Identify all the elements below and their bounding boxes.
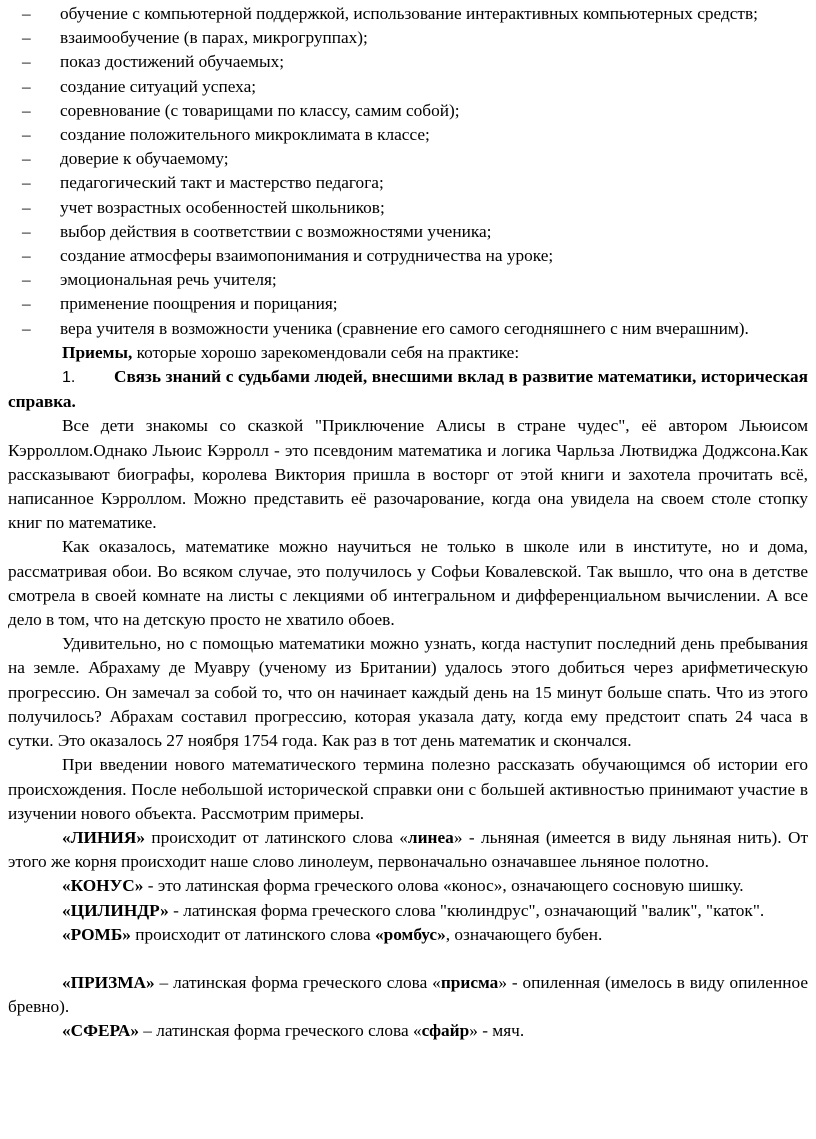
dash-marker: – [22, 246, 31, 266]
list-item: – обучение с компьютерной поддержкой, использование интерактивных компьютерных средств; [8, 2, 808, 26]
motivation-methods-list [8, 2, 808, 341]
section-number: 1. [62, 369, 76, 387]
paragraph-kovalevskaya: Как оказалось, математике можно научиться не только в школе или в институте, но и дома, рассматривая обои. Во всяком случае, это получилось у Софьи Ковалевской. Так вышло, что она в детстве смотрела в своей комнате на листы с лекциями об интегральном и дифференциальном вычислении. А все дело в том, что на детскую просто не хватило обоев. [8, 537, 808, 630]
dash-marker: – [22, 76, 31, 96]
dash-marker: – [22, 149, 31, 169]
paragraph-de-moivre: Удивительно, но с помощью математики можно узнать, когда наступит последний день пребывания на земле. Абрахаму де Муавру (ученому из Британии) удалось этого добиться через арифметическую прогрессию. Он замечал за собой то, что он начинает каждый день на 15 минут больше спать. Что из этого получилось? Абрахам составил прогрессию, которая указала дату, когда ему предстоит спать 24 часа в сутки. Это оказалось 27 ноября 1754 года. Как раз в тот день математик и скончался. [8, 634, 808, 751]
paragraph-terms-intro: При введении нового математического термина полезно рассказать обучающимся об истории его происхождения. После небольшой исторической справки они с большей активностью принимают участие в изучении нового объекта. Рассмотрим примеры. [8, 755, 808, 823]
term-tsilindr: «ЦИЛИНДР» - латинская форма греческого слова "кюлиндрус", означающий "валик", "каток". [62, 900, 765, 920]
term-liniya: «ЛИНИЯ» происходит от латинского слова «линеа» - льняная (имеется в виду льняная нить). От этого же корня происходит наше слово линолеум, первоначально означавшее льняное полотно. [8, 827, 808, 872]
blank-line [8, 947, 808, 971]
dash-marker: – [22, 270, 31, 290]
dash-marker: – [22, 173, 31, 193]
dash-marker: – [22, 28, 31, 48]
list-item: – создание атмосферы взаимопонимания и сотрудничества на уроке; [8, 244, 808, 268]
list-item: – соревнование (с товарищами по классу, самим собой); [8, 99, 808, 123]
methods-heading: Приемы, которые хорошо зарекомендовали себя на практике: [62, 342, 520, 362]
dash-marker: – [22, 4, 31, 23]
term-sfera: «СФЕРА» – латинская форма греческого слова «сфайр» - мяч. [62, 1021, 525, 1041]
list-item: – создание положительного микроклимата в классе; [8, 123, 808, 147]
dash-marker: – [22, 294, 31, 314]
dash-marker: – [22, 221, 31, 241]
list-item: – доверие к обучаемому; [8, 147, 808, 171]
list-item: – показ достижений обучаемых; [8, 50, 808, 74]
dash-marker: – [22, 52, 31, 72]
term-konus: «КОНУС» - это латинская форма греческого олова «конос», означающего сосновую шишку. [62, 876, 744, 896]
dash-marker: – [22, 197, 31, 217]
list-item: – выбор действия в соответствии с возможностями ученика; [8, 220, 808, 244]
list-item: – создание ситуаций успеха; [8, 75, 808, 99]
term-prizma: «ПРИЗМА» – латинская форма греческого слова «присма» - опиленная (имелось в виду опиленное бревно). [8, 972, 808, 1017]
dash-marker: – [22, 318, 31, 338]
section-title: Связь знаний с судьбами людей, внесшими вклад в развитие математики, историческая справка. [8, 367, 808, 412]
section-heading-1 [8, 365, 808, 414]
list-item: – вера учителя в возможности ученика (сравнение его самого сегодняшнего с ним вчерашним). [8, 317, 808, 341]
term-romb: «РОМБ» происходит от латинского слова «ромбус», означающего бубен. [62, 924, 603, 944]
list-item: – педагогический такт и мастерство педагога; [8, 171, 808, 195]
dash-marker: – [22, 100, 31, 120]
dash-marker: – [22, 125, 31, 145]
list-item: – взаимообучение (в парах, микрогруппах); [8, 26, 808, 50]
list-item: – эмоциональная речь учителя; [8, 268, 808, 292]
paragraph-carroll: Все дети знакомы со сказкой "Приключение Алисы в стране чудес", её автором Льюисом Кэрроллом.Однако Льюис Кэрролл - это псевдоним математика и логика Чарльза Лютвиджа Доджсона.Как рассказывают биографы, королева Виктория пришла в восторг от этой книги и захотела прочитать всё, написанное Кэрроллом. Можно представить её разочарование, когда она увидела на своем столе стопку книг по математике. [8, 416, 808, 533]
list-item: – учет возрастных особенностей школьников; [8, 196, 808, 220]
list-item: – применение поощрения и порицания; [8, 292, 808, 316]
